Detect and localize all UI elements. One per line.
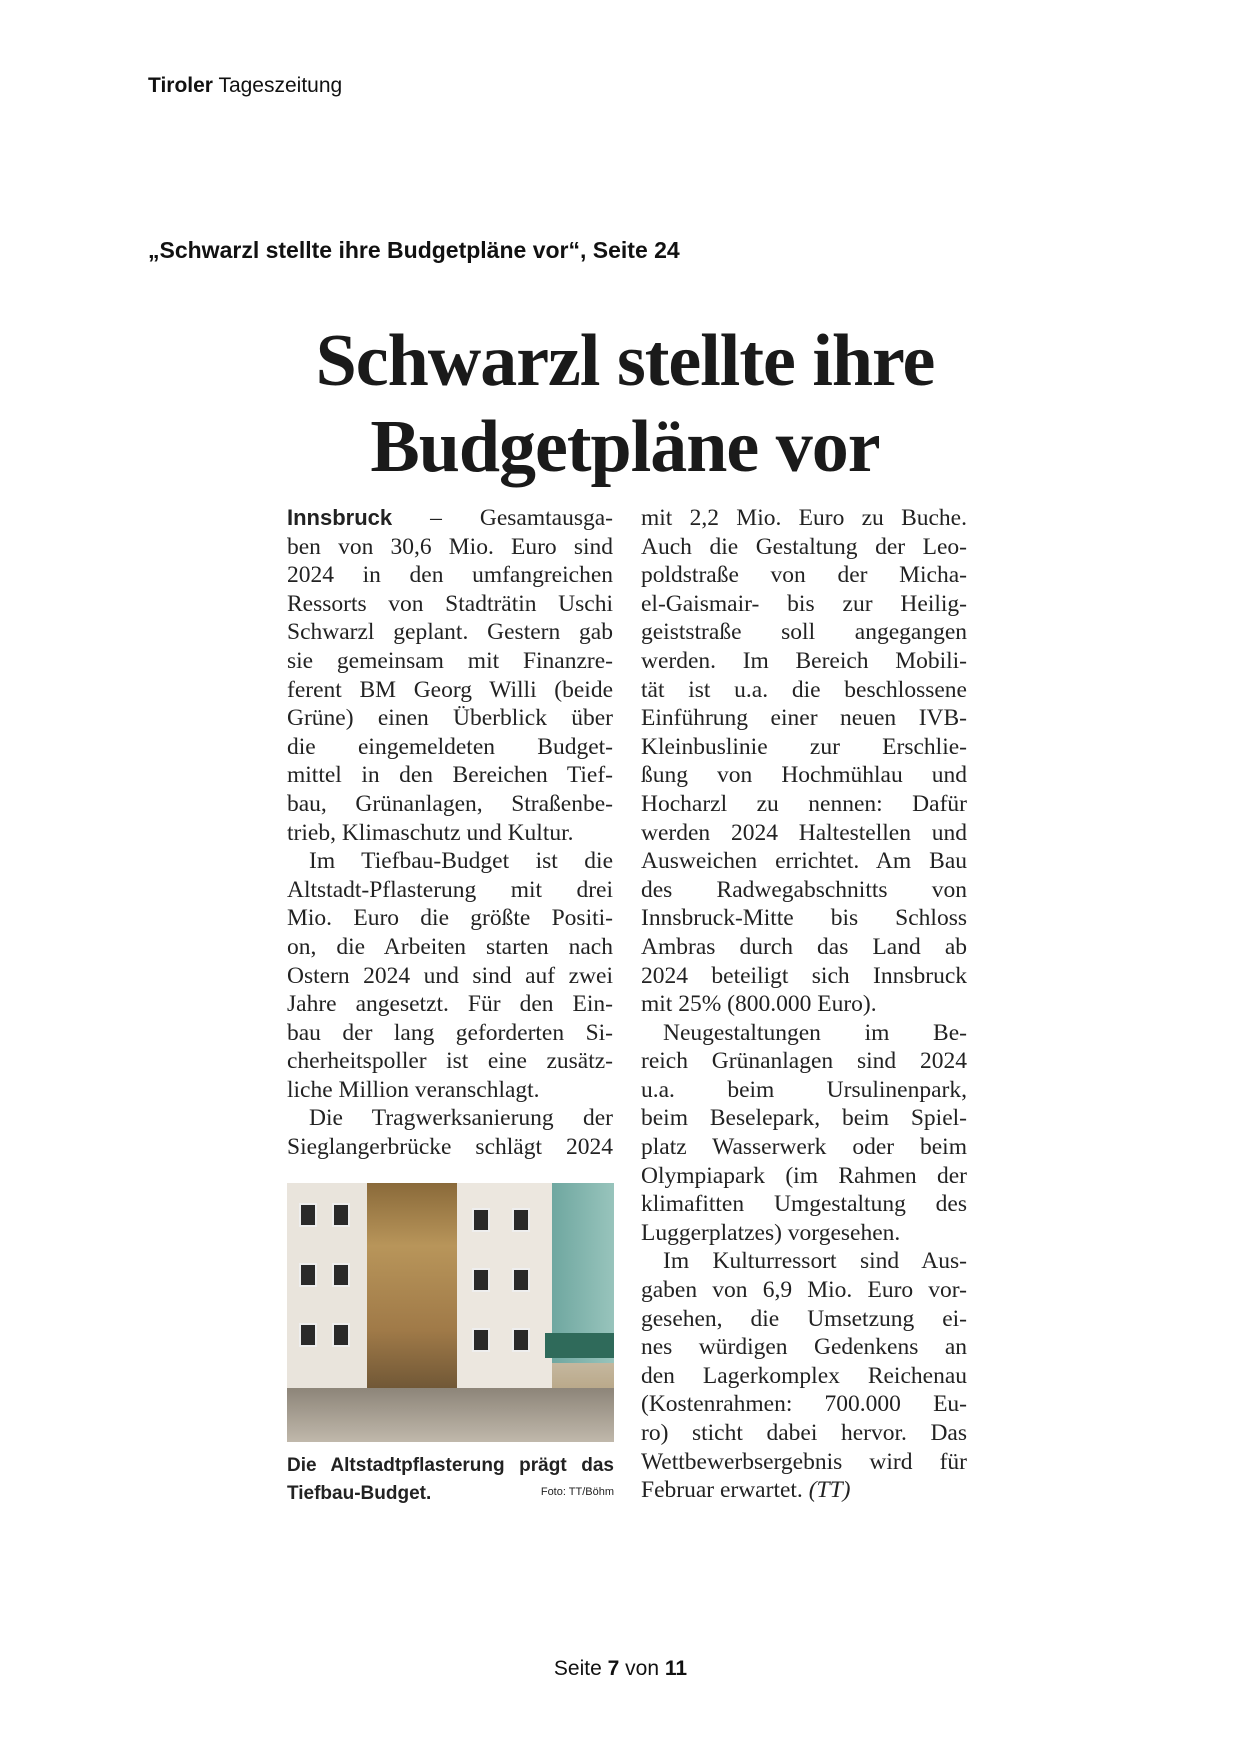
- text-line: Auch die Gestaltung der Leo-: [641, 533, 967, 560]
- text-line: werden. Im Bereich Mobili-: [641, 647, 967, 674]
- dateline: Innsbruck: [287, 505, 393, 530]
- text-line: u.a. beim Ursulinenpark,: [641, 1076, 967, 1103]
- photo-credit: Foto: TT/Böhm: [540, 1486, 614, 1498]
- text-line: mit 2,2 Mio. Euro zu Buche.: [641, 505, 967, 531]
- text-line: Schwarzl geplant. Gestern gab: [287, 619, 613, 646]
- article-reference: „Schwarzl stellte ihre Budgetpläne vor“, Seite 24: [148, 237, 680, 263]
- text-line: klimafitten Umgestaltung des: [641, 1191, 967, 1218]
- page-footer: Seite 7 von 11: [553, 1657, 688, 1680]
- text-line: Mio. Euro die größte Positi-: [287, 905, 613, 932]
- publication-name: Tiroler Tageszeitung: [148, 74, 343, 97]
- article-title: Schwarzl stellte ihre Budgetpläne vor: [315, 320, 935, 488]
- text-line: Einführung einer neuen IVB-: [641, 705, 967, 732]
- text-line: reich Grünanlagen sind 2024: [641, 1048, 967, 1075]
- text-line: cherheitspoller ist eine zusätz-: [287, 1048, 613, 1075]
- text-line: tät ist u.a. die beschlossene: [641, 676, 967, 703]
- text-line: poldstraße von der Micha-: [641, 562, 967, 589]
- text-line: bau der lang geforderten Si-: [287, 1019, 613, 1046]
- text-line: Innsbruck-Mitte bis Schloss: [641, 905, 967, 932]
- text-line: el-Gaismair- bis zur Heilig-: [641, 590, 967, 617]
- text-line: Ausweichen errichtet. Am Bau: [641, 848, 967, 875]
- text-line: 2024 beteiligt sich Innsbruck: [641, 962, 967, 989]
- text-line: Hocharzl zu nennen: Dafür: [641, 790, 967, 817]
- text-line: Luggerplatzes) vorgesehen.: [641, 1219, 901, 1246]
- text-line: mit 25% (800.000 Euro).: [641, 991, 877, 1018]
- article-column-left: [287, 504, 613, 1162]
- text-line: (Kostenrahmen: 700.000 Eu-: [641, 1391, 967, 1418]
- byline: (TT): [808, 1477, 851, 1504]
- text-line: ßung von Hochmühlau und: [641, 762, 967, 789]
- text-line: liche Million veranschlagt.: [287, 1076, 540, 1103]
- text-line: Die Tragwerksanierung der: [309, 1105, 613, 1132]
- article-column-right: [641, 504, 967, 1505]
- text-line: Neugestaltungen im Be-: [663, 1019, 967, 1046]
- article-photo: [287, 1183, 614, 1442]
- text-line: platz Wasserwerk oder beim: [641, 1134, 967, 1161]
- text-line: werden 2024 Haltestellen und: [641, 819, 967, 846]
- text-line: trieb, Klimaschutz und Kultur.: [287, 819, 574, 846]
- text-line: die eingemeldeten Budget-: [287, 733, 613, 760]
- text-line: Sieglangerbrücke schlägt 2024: [287, 1134, 613, 1161]
- text-line: Februar erwartet. (TT): [641, 1477, 851, 1504]
- text-line: gesehen, die Umsetzung ei-: [641, 1305, 967, 1332]
- text-line: Grüne) einen Überblick über: [287, 705, 613, 732]
- text-line: Kleinbuslinie zur Erschlie-: [641, 733, 967, 760]
- text-line: Ostern 2024 und sind auf zwei: [287, 962, 613, 989]
- text-line: mittel in den Bereichen Tief-: [287, 762, 613, 789]
- text-line: Im Tiefbau-Budget ist die: [309, 848, 613, 875]
- text-line: sie gemeinsam mit Finanzre-: [287, 647, 613, 674]
- text-line: Ambras durch das Land ab: [641, 933, 967, 960]
- text-line: nes würdigen Gedenkens an: [641, 1334, 967, 1361]
- text-line: ferent BM Georg Willi (beide: [287, 676, 613, 703]
- text-line: Wettbewerbsergebnis wird für: [641, 1448, 967, 1475]
- text-line: 2024 in den umfangreichen: [287, 562, 613, 589]
- text-line: Innsbruck – Gesamtausga-: [287, 505, 613, 531]
- text-line: Olympiapark (im Rahmen der: [641, 1162, 967, 1189]
- text-line: on, die Arbeiten starten nach: [287, 933, 613, 960]
- text-line: Altstadt-Pflasterung mit drei: [287, 876, 613, 903]
- text-line: ben von 30,6 Mio. Euro sind: [287, 533, 613, 560]
- text-line: des Radwegabschnitts von: [641, 876, 967, 903]
- text-line: den Lagerkomplex Reichenau: [641, 1362, 967, 1389]
- text-line: Im Kulturressort sind Aus-: [663, 1248, 967, 1275]
- text-line: Ressorts von Stadträtin Uschi: [287, 590, 613, 617]
- text-line: Jahre angesetzt. Für den Ein-: [287, 991, 613, 1018]
- text-line: gaben von 6,9 Mio. Euro vor-: [641, 1277, 967, 1304]
- text-line: ro) sticht dabei hervor. Das: [641, 1420, 967, 1446]
- photo-caption: Die Altstadtpflasterung prägt das Tiefbau-Budget. Foto: TT/Böhm: [287, 1455, 614, 1504]
- text-line: geiststraße soll angegangen: [641, 619, 967, 646]
- text-line: beim Beselepark, beim Spiel-: [641, 1105, 967, 1132]
- text-line: bau, Grünanlagen, Straßenbe-: [287, 790, 613, 817]
